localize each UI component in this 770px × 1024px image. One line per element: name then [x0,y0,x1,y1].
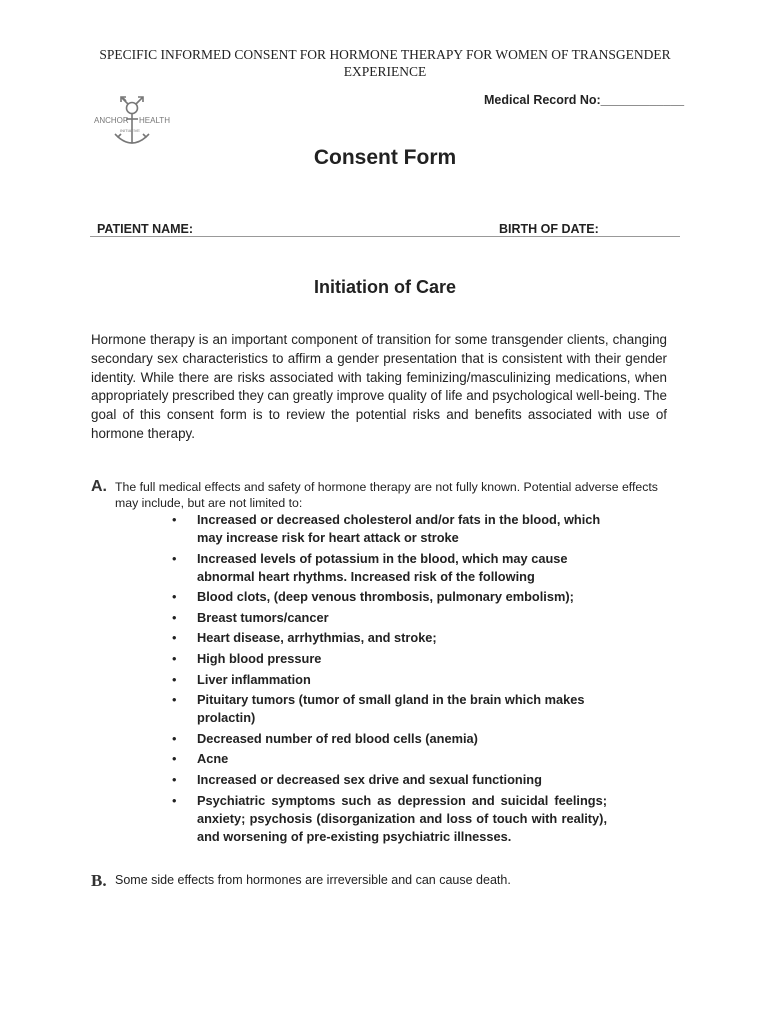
birth-date-label: BIRTH OF DATE: [499,222,599,236]
bullet-icon: • [172,792,177,808]
header-title-line1: SPECIFIC INFORMED CONSENT FOR HORMONE THERAPY FOR WOMEN OF TRANSGENDER [99,47,671,62]
bullet-icon: • [172,692,177,708]
adverse-effects-list [172,511,612,848]
bullet-icon: • [172,550,177,566]
document-header [60,46,710,80]
section-a-text: The full medical effects and safety of hormone therapy are not fully known. Potential adverse effects may include, but are not limited to: [115,480,658,510]
medical-record-number: Medical Record No:____________ [484,93,685,107]
name-field-underline [90,236,680,237]
section-b-text: Some side effects from hormones are irreversible and can cause death. [115,873,511,887]
section-b-letter: B. [91,871,107,890]
list-item: • Acne [172,751,229,767]
bullet-icon: • [172,671,177,687]
list-item: • Increased or decreased sex drive and sexual functioning [172,771,542,787]
gender-symbol-icon [127,103,138,114]
list-item: • Blood clots, (deep venous thrombosis, pulmonary embolism); [172,589,574,605]
logo-text-anchor: ANCHOR [94,116,129,125]
bullet-icon: • [172,630,177,646]
bullet-icon: • [172,771,177,787]
bullet-icon: • [172,650,177,666]
patient-name-label: PATIENT NAME: [97,222,194,236]
list-item: • Decreased number of red blood cells (anemia) [172,730,478,746]
list-item: • Pituitary tumors (tumor of small gland in the brain which makes prolactin) [172,692,585,726]
logo-text-initiative: INITIATIVE [120,128,140,133]
list-item: • Increased levels of potassium in the blood, which may cause abnormal heart rhythms. Increased risk of the following [172,550,568,584]
list-item: • High blood pressure [172,650,322,666]
intro-paragraph: Hormone therapy is an important component of transition for some transgender clients, changing secondary sex characteristics to affirm a gender presentation that is consistent with their gender identity. While there are risks associated with taking feminizing/masculinizing medications, when appropriately prescribed they can greatly improve quality of life and psychological well-being. The goal of this consent form is to review the potential risks and benefits associated with use of hormone therapy. [91,332,667,441]
logo-text-health: HEALTH [139,116,170,125]
list-item: • Breast tumors/cancer [172,609,329,625]
bullet-icon: • [172,730,177,746]
section-title: Initiation of Care [313,277,456,297]
list-item: • Heart disease, arrhythmias, and stroke; [172,630,437,646]
bullet-icon: • [172,751,177,767]
bullet-icon: • [172,589,177,605]
bullet-icon: • [172,609,177,625]
bullet-icon: • [172,512,177,527]
header-title-line2: EXPERIENCE [343,64,427,79]
list-item: • Psychiatric symptoms such as depression and suicidal feelings; anxiety; psychosis (disorganization and loss of touch with reality), and worsening of pre-existing psychiatric illnesses. [172,792,607,844]
form-title: Consent Form [313,146,457,169]
list-item: • Liver inflammation [172,671,311,687]
list-item: • Increased or decreased cholesterol and/or fats in the blood, which may increase risk for heart attack or stroke [172,512,601,545]
section-a-letter: A. [91,478,107,495]
